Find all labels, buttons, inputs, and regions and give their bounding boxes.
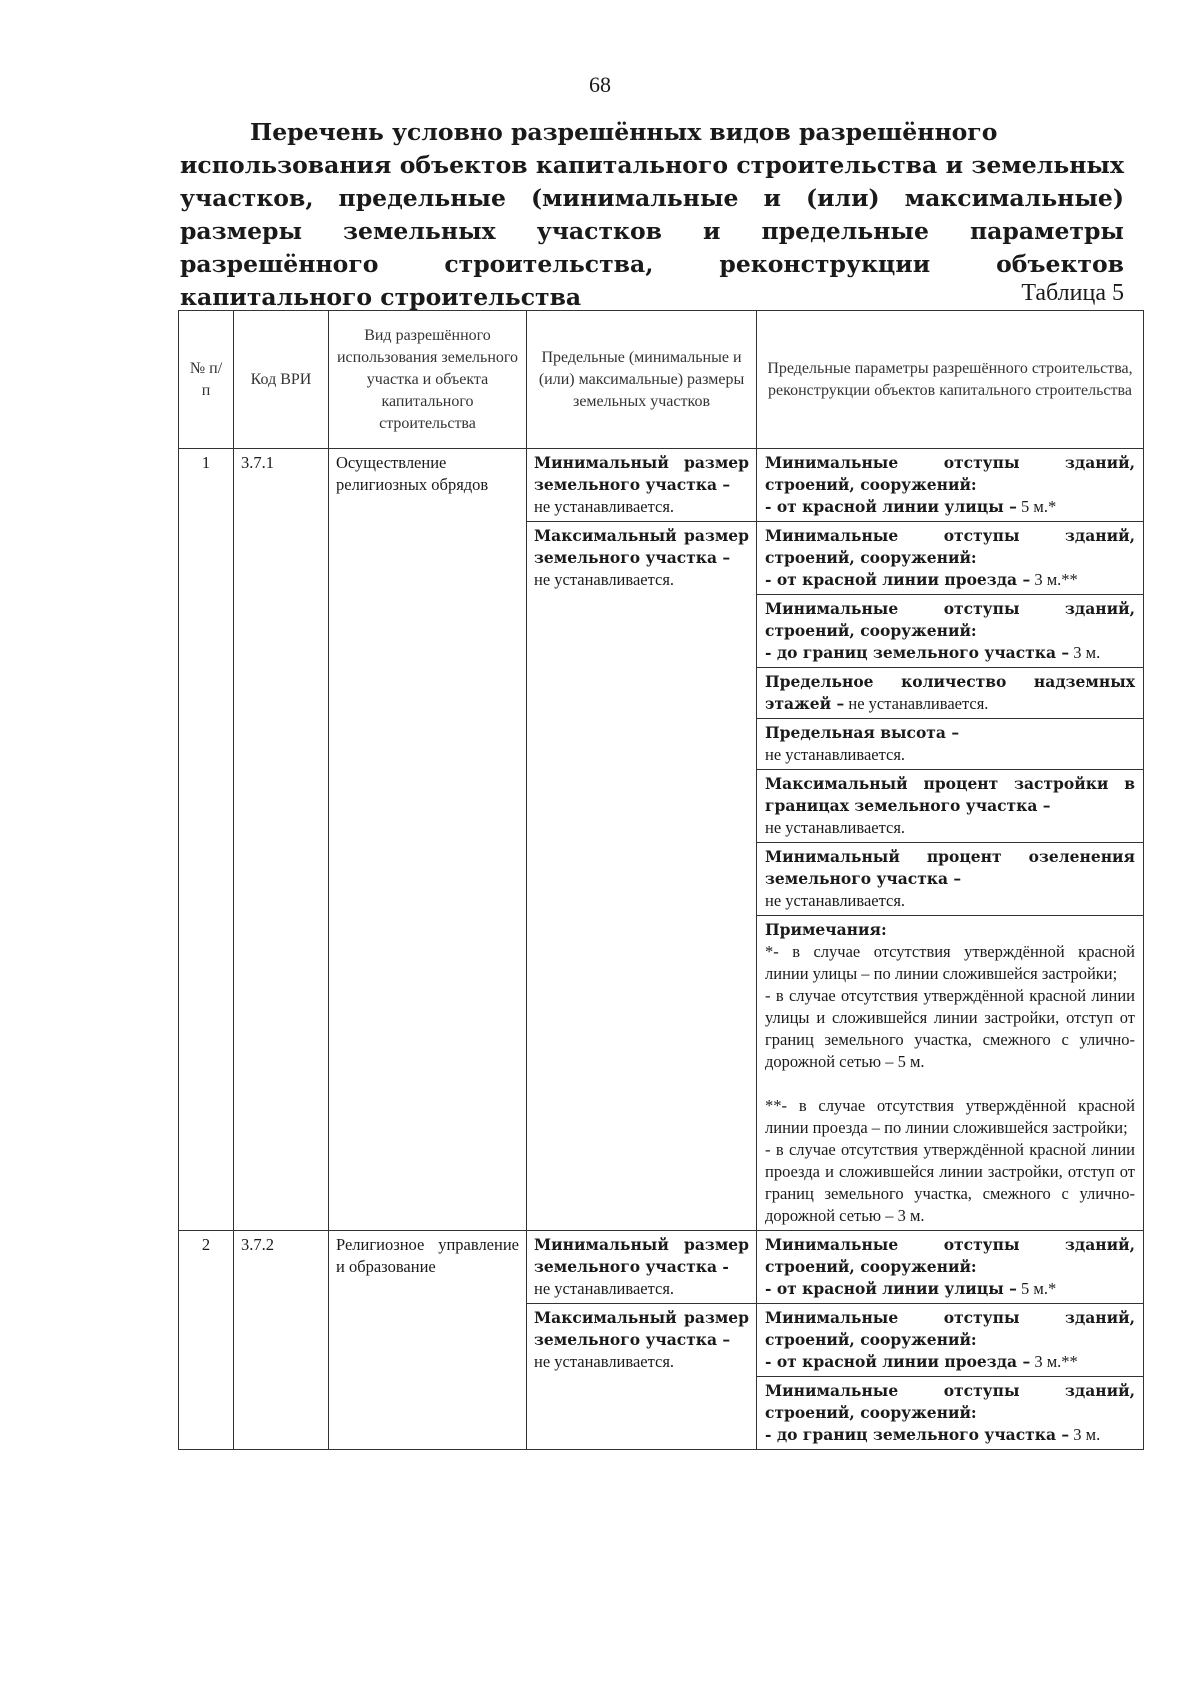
row1-param-1-value: 5 м.* <box>1016 497 1057 516</box>
row2-param-2-label: Минимальные отступы зданий, строений, сооружений: <box>765 1308 1135 1349</box>
note-2: - в случае отсутствия утверждённой красной линии улицы и сложившейся линии застройки, отступ от границ земельного участка, смежного с улично-дорожной сетью – 5 м. <box>765 986 1135 1071</box>
table-label: Таблица 5 <box>1021 280 1124 306</box>
row1-param-7-value: не устанавливается. <box>765 891 906 910</box>
row2-min-size <box>527 1231 757 1304</box>
row1-param-6-value: не устанавливается. <box>765 818 906 837</box>
header-code: Код ВРИ <box>234 311 329 449</box>
row2-max-size-label: Максимальный размер земельного участка – <box>534 1308 749 1349</box>
row2-max-size <box>527 1304 757 1450</box>
notes-title: Примечания: <box>765 920 887 939</box>
row1-max-size <box>527 522 757 1231</box>
row1-param-1-sub: - от красной линии улицы – <box>765 497 1017 516</box>
table-header-row <box>179 311 1144 449</box>
title-line-1: Перечень условно разрешённых видов разрешённого <box>250 118 998 146</box>
row1-min-size <box>527 449 757 522</box>
row1-param-7 <box>757 843 1144 916</box>
row1-param-5-label: Предельная высота – <box>765 723 960 742</box>
title-rest: использования объектов капитального строительства и земельных участков, предельные (минимальные и (или) максимальные) размеры земельных участков и предельные параметры разрешённого строительства, реконструкции объектов капитального строительства <box>180 151 1124 311</box>
row2-max-size-value: не устанавливается. <box>534 1352 675 1371</box>
note-1: *- в случае отсутствия утверждённой красной линии улицы – по линии сложившейся застройки; <box>765 942 1135 983</box>
row1-param-3 <box>757 595 1144 668</box>
row1-param-6-label: Максимальный процент застройки в границах земельного участка – <box>765 774 1135 815</box>
row1-num: 1 <box>179 449 234 1231</box>
row1-code: 3.7.1 <box>234 449 329 1231</box>
row1-param-7-label: Минимальный процент озеленения земельного участка – <box>765 847 1135 888</box>
row2-param-1-sub: - от красной линии улицы – <box>765 1279 1017 1298</box>
row2-kind: Религиозное управление и образование <box>329 1231 527 1450</box>
row2-param-1-label: Минимальные отступы зданий, строений, сооружений: <box>765 1235 1135 1276</box>
row1-param-3-value: 3 м. <box>1069 643 1101 662</box>
row1-param-5 <box>757 719 1144 770</box>
row2-param-3-sub: - до границ земельного участка – <box>765 1425 1070 1444</box>
row2-min-size-label: Минимальный размер земельного участка - <box>534 1235 749 1276</box>
row1-param-2-sub: - от красной линии проезда – <box>765 570 1031 589</box>
document-title <box>180 116 1124 314</box>
row1-notes <box>757 916 1144 1231</box>
row2-param-2-value: 3 м.** <box>1030 1352 1078 1371</box>
page-number: 68 <box>589 72 611 97</box>
regulations-table <box>178 310 1144 1450</box>
row2-param-1-value: 5 м.* <box>1016 1279 1057 1298</box>
header-params: Предельные параметры разрешённого строительства, реконструкции объектов капитального строительства <box>757 311 1144 449</box>
row1-param-4-label: Предельное количество надземных этажей – <box>765 672 1135 713</box>
header-sizes: Предельные (минимальные и (или) максимальные) размеры земельных участков <box>527 311 757 449</box>
row2-num: 2 <box>179 1231 234 1450</box>
header-kind: Вид разрешённого использования земельного участка и объекта капитального строительства <box>329 311 527 449</box>
row1-param-5-value: не устанавливается. <box>765 745 906 764</box>
row2-code: 3.7.2 <box>234 1231 329 1450</box>
row2-param-2 <box>757 1304 1144 1377</box>
row2-param-3-value: 3 м. <box>1069 1425 1101 1444</box>
table-row <box>179 449 1144 522</box>
row1-min-size-label: Минимальный размер земельного участка – <box>534 453 749 494</box>
row1-max-size-value: не устанавливается. <box>534 570 675 589</box>
note-3: **- в случае отсутствия утверждённой красной линии проезда – по линии сложившейся застройки; <box>765 1096 1135 1137</box>
row1-param-3-sub: - до границ земельного участка – <box>765 643 1070 662</box>
row1-param-6 <box>757 770 1144 843</box>
row1-param-4 <box>757 668 1144 719</box>
row1-param-4-value: не устанавливается. <box>844 694 989 713</box>
row1-min-size-value: не устанавливается. <box>534 497 675 516</box>
note-4: - в случае отсутствия утверждённой красной линии проезда и сложившейся линии застройки, отступ от границ земельного участка, смежного с улично-дорожной сетью – 3 м. <box>765 1140 1135 1225</box>
row2-param-3 <box>757 1377 1144 1450</box>
row2-param-2-sub: - от красной линии проезда – <box>765 1352 1031 1371</box>
row1-max-size-label: Максимальный размер земельного участка – <box>534 526 749 567</box>
row2-param-1 <box>757 1231 1144 1304</box>
row2-param-3-label: Минимальные отступы зданий, строений, сооружений: <box>765 1381 1135 1422</box>
row1-param-1 <box>757 449 1144 522</box>
row1-kind: Осуществление религиозных обрядов <box>329 449 527 1231</box>
row1-param-2 <box>757 522 1144 595</box>
row1-param-2-value: 3 м.** <box>1030 570 1078 589</box>
row1-param-3-label: Минимальные отступы зданий, строений, сооружений: <box>765 599 1135 640</box>
row1-param-2-label: Минимальные отступы зданий, строений, сооружений: <box>765 526 1135 567</box>
row1-param-1-label: Минимальные отступы зданий, строений, сооружений: <box>765 453 1135 494</box>
note-spacer <box>765 1073 1135 1095</box>
row2-min-size-value: не устанавливается. <box>534 1279 675 1298</box>
table-row <box>179 1231 1144 1304</box>
header-num: № п/п <box>179 311 234 449</box>
